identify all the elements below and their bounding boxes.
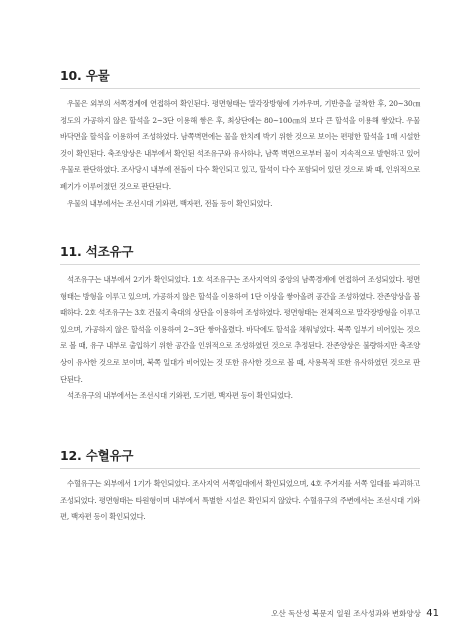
section-heading: 12. 수혈유구 (60, 446, 420, 469)
page-footer (271, 608, 439, 619)
section-pit-feature (60, 446, 420, 526)
paragraph: 수혈유구는 외부에서 1기가 확인되었다. 조사지역 서쪽일대에서 확인되었으며, 4호 주거지를 서쪽 일대를 파괴하고 조성되었다. 평면형태는 타원형이며 내부에서 특별한 시설은 확인되지 않았다. 수혈유구의 주변에서는 조선시대 기와편, 백자편 등이 확인되었다. (60, 479, 420, 522)
paragraph: 우물의 내부에서는 조선시대 기와편, 백자편, 전돌 등이 확인되었다. (67, 198, 273, 208)
paragraph: 석조유구의 내부에서는 조선시대 기와편, 도기편, 백자편 등이 확인되었다. (67, 391, 293, 401)
section-heading: 10. 우물 (60, 66, 420, 89)
section-well (60, 66, 420, 212)
section-heading: 11. 석조유구 (60, 242, 420, 265)
footer-title: 오산 독산성 북문지 일원 조사성과와 변화양상 (271, 609, 421, 618)
paragraph: 우물은 외부의 서쪽경계에 연접하여 확인된다. 평면형태는 말각장방형에 가까우며, 기반층을 굴착한 후, 20~30㎝ 정도의 가공하지 않은 할석을 2~3단 이용해 쌓은 후, 최상단에는 80~100㎝의 보다 큰 할석을 이용해 쌓았다. 우물 바닥면을 할석을 이용하여 조성하였다. 남쪽벽면에는 물을 한치례 박기 위한 것으로 보이는 편평한 할석을 1매 시설한 것이 확인된다. 축조양상은 내부에서 확인된 석조유구와 유사하나, 남쪽 벽면으로부터 물이 지속적으로 발현하고 있어 우물로 판단하였다. 조사당시 내부에 전돌이 다수 확인되고 있고, 할석이 다수 포함되어 있던 것으로 봐 때, 인위적으로 폐기가 이루어졌던 것으로 판단된다. (60, 99, 420, 191)
paragraph: 석조유구는 내부에서 2기가 확인되었다. 1호 석조유구는 조사지역의 중앙의 남쪽경계에 연접하여 조성되었다. 평면형태는 방형을 이루고 있으며, 가공하지 않은 할석을 이용하여 1단 이상을 쌓아올려 공간을 조성하였다. 잔존양상을 볼때하다. 2호 석조유구는 3호 건물지 축대의 상단을 이용하여 조성하였다. 평면형태는 전체적으로 말각장방형을 이루고 있으며, 가공하지 않은 할석을 이용하여 2~3단 쌓아올렸다. 바닥에도 할석을 채워넣었다. 북쪽 일부기 비어있는 것으로 볼 때, 유구 내부로 출입하기 위한 공간을 인위적으로 조성하였던 것으로 추정된다. 잔존양상은 불량하지만 축조양상이 유사한 것으로 보이며, 북쪽 일대가 비어있는 것 또한 유사한 것으로 볼 때, 사용목적 또한 유사하였던 것으로 판단된다. (60, 275, 420, 384)
section-stone-feature (60, 242, 420, 405)
page-number: 41 (426, 608, 439, 619)
